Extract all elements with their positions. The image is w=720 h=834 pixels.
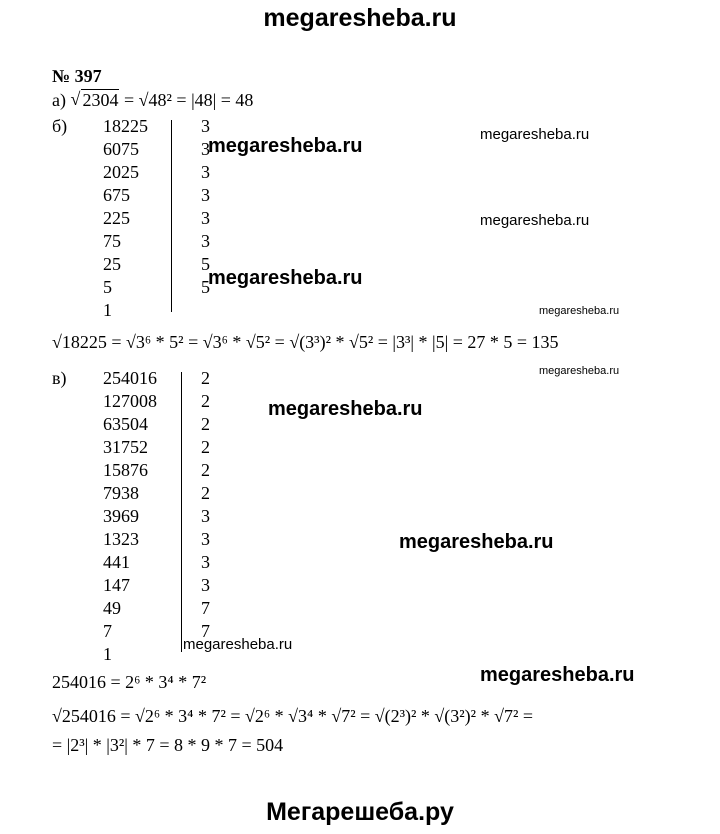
dividend: 63504 (103, 414, 148, 434)
watermark[interactable]: megaresheba.ru (539, 365, 620, 377)
divisor: 3 (201, 575, 210, 595)
part-b-result: √18225 = √3⁶ * 5² = √3⁶ * √5² = √(3³)² * √5² = |3³| * |5| = 27 * 5 = 135 (52, 332, 559, 352)
dividend: 3969 (103, 506, 139, 526)
watermark[interactable]: megaresheba.ru (480, 664, 635, 686)
part-c-label: в) (52, 368, 67, 388)
divisor: 2 (201, 483, 210, 503)
part-a (52, 90, 253, 111)
dividend: 254016 (103, 368, 157, 388)
watermark[interactable]: megaresheba.ru (480, 212, 590, 229)
divisor: 3 (201, 139, 210, 159)
watermark[interactable]: megaresheba.ru (480, 126, 590, 143)
divisor: 3 (201, 208, 210, 228)
dividend: 6075 (103, 139, 139, 159)
part-c-result-line2: = |2³| * |3²| * 7 = 8 * 9 * 7 = 504 (52, 735, 284, 755)
site-header[interactable]: megaresheba.ru (263, 4, 457, 32)
divisor: 2 (201, 391, 210, 411)
part-a-label: а) (52, 90, 66, 110)
watermark[interactable]: megaresheba.ru (183, 636, 293, 653)
divisor: 7 (201, 621, 210, 641)
divisor: 3 (201, 162, 210, 182)
dividend: 2025 (103, 162, 139, 182)
part-a-sqrt (70, 90, 119, 111)
dividend: 1 (103, 300, 112, 320)
dividend: 18225 (103, 116, 148, 136)
dividend: 1 (103, 644, 112, 664)
watermark[interactable]: megaresheba.ru (399, 531, 554, 553)
part-b-label: б) (52, 116, 68, 136)
dividend: 675 (103, 185, 130, 205)
part-b-division-line (171, 120, 172, 312)
divisor: 2 (201, 368, 210, 388)
watermark[interactable]: megaresheba.ru (268, 398, 423, 420)
dividend: 441 (103, 552, 130, 572)
dividend: 31752 (103, 437, 148, 457)
divisor: 2 (201, 460, 210, 480)
divisor: 2 (201, 414, 210, 434)
dividend: 5 (103, 277, 112, 297)
dividend: 1323 (103, 529, 139, 549)
divisor: 7 (201, 598, 210, 618)
part-c-factorization: 254016 = 2⁶ * 3⁴ * 7² (52, 672, 207, 692)
dividend: 25 (103, 254, 121, 274)
divisor: 3 (201, 552, 210, 572)
divisor: 3 (201, 506, 210, 526)
divisor: 3 (201, 116, 210, 136)
part-a-rest: = √48² = |48| = 48 (123, 90, 254, 110)
dividend: 15876 (103, 460, 148, 480)
dividend: 147 (103, 575, 130, 595)
watermark[interactable]: megaresheba.ru (208, 135, 363, 157)
dividend: 7938 (103, 483, 139, 503)
part-c-result-line1: √254016 = √2⁶ * 3⁴ * 7² = √2⁶ * √3⁴ * √7² = √(2³)² * √(3²)² * √7² = (52, 706, 533, 726)
dividend: 75 (103, 231, 121, 251)
dividend: 127008 (103, 391, 157, 411)
divisor: 5 (201, 254, 210, 274)
watermark[interactable]: megaresheba.ru (539, 305, 620, 317)
watermark[interactable]: megaresheba.ru (208, 267, 363, 289)
divisor: 3 (201, 529, 210, 549)
dividend: 49 (103, 598, 121, 618)
part-c-division-line (181, 372, 182, 652)
dividend: 7 (103, 621, 112, 641)
divisor: 2 (201, 437, 210, 457)
divisor: 3 (201, 185, 210, 205)
part-a-radicand: 2304 (82, 90, 119, 110)
dividend: 225 (103, 208, 130, 228)
problem-number: № 397 (52, 66, 102, 86)
site-footer[interactable]: Мегарешеба.ру (266, 798, 454, 826)
divisor: 5 (201, 277, 210, 297)
divisor: 3 (201, 231, 210, 251)
